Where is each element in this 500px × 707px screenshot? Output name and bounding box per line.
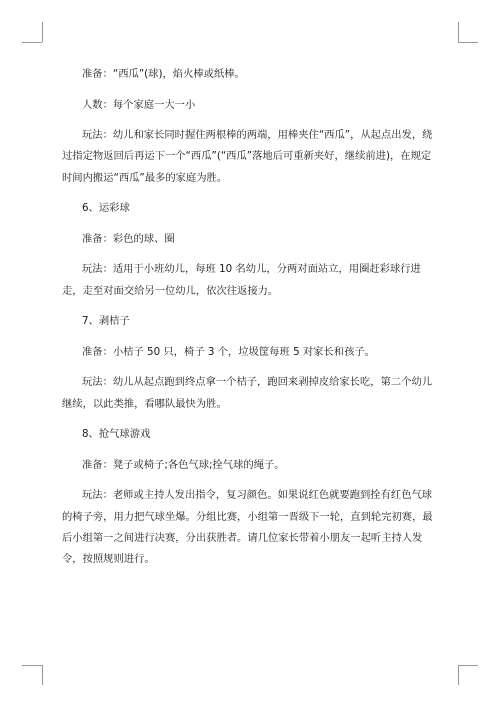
crop-mark-top-left bbox=[22, 42, 42, 43]
paragraph-rules-balloon: 玩法：老师或主持人发出指令，复习颜色。如果说红色就要跑到拴有红色气球的椅子旁，用力把气球坐爆。分组比赛，小组第一晋级下一轮，直到轮完初赛，最后小组第一之间进行决赛，分出获胜者。请几位家长带着小朋友一起听主持人发令，按照规则进行。 bbox=[62, 489, 433, 565]
document-body bbox=[62, 64, 440, 580]
crop-mark-top-left bbox=[42, 22, 43, 42]
crop-mark-bottom-right bbox=[458, 665, 478, 666]
section-heading-6: 6、运彩球 bbox=[82, 202, 130, 215]
crop-mark-bottom-left bbox=[22, 665, 42, 666]
paragraph-rules-orange: 玩法：幼儿从起点跑到终点拿一个桔子，跑回来剥掉皮给家长吃，第二个幼儿继续，以此类推，看哪队最快为胜。 bbox=[62, 376, 433, 410]
paragraph-rules-colorball: 玩法：适用于小班幼儿，每班 10 名幼儿，分两对面站立，用圈赶彩球行进走，走至对面交给另一位幼儿，依次往返接力。 bbox=[62, 263, 421, 297]
crop-mark-bottom-right bbox=[458, 665, 459, 685]
paragraph-rules-watermelon: 玩法：幼儿和家长同时握住两根棒的两端，用棒夹住“西瓜”，从起点出发，绕过指定物返回后再运下一个“西瓜”(“西瓜”落地后可重新夹好，继续前进)，在规定时间内搬运“西瓜”最多的家庭为胜。 bbox=[62, 129, 433, 184]
paragraph-prep-balloon: 准备：凳子或椅子;各色气球;拴气球的绳子。 bbox=[82, 458, 285, 471]
crop-mark-bottom-left bbox=[42, 665, 43, 685]
crop-mark-top-right bbox=[458, 42, 478, 43]
paragraph-participants: 人数：每个家庭一大一小 bbox=[82, 98, 196, 111]
section-heading-7: 7、剥桔子 bbox=[82, 315, 130, 328]
paragraph-prep-orange: 准备：小桔子 50 只，椅子 3 个，垃圾筐每班 5 对家长和孩子。 bbox=[82, 345, 375, 358]
crop-mark-top-right bbox=[458, 22, 459, 42]
paragraph-prep-colorball: 准备：彩色的球、圈 bbox=[82, 232, 175, 245]
section-heading-8: 8、抢气球游戏 bbox=[82, 428, 151, 441]
paragraph-prep-watermelon: 准备：“西瓜”(球)，焰火棒或纸棒。 bbox=[82, 68, 245, 80]
